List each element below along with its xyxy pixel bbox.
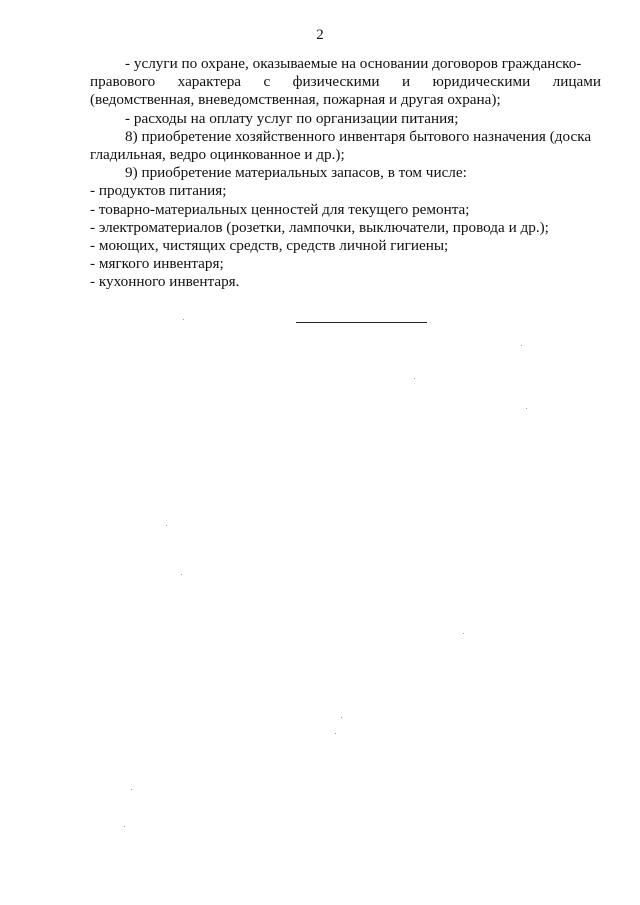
word: юридическими — [432, 73, 531, 91]
word: характера — [177, 73, 242, 91]
scan-speck — [183, 319, 184, 320]
list-item-soft-inventory: - мягкого инвентаря; — [90, 255, 224, 273]
end-rule — [296, 322, 427, 323]
text-line-security-services: - услуги по охране, оказываемые на основании договоров гражданско- — [125, 55, 582, 72]
scan-speck — [526, 408, 527, 409]
text-line-civil-contracts — [90, 73, 601, 91]
word: и — [401, 73, 411, 91]
text-line-item-8: 8) приобретение хозяйственного инвентаря бытового назначения (доска — [125, 127, 592, 145]
text-line-security-types: (ведомственная, вневедомственная, пожарная и другая охрана); — [90, 91, 501, 109]
word: лицами — [552, 73, 601, 91]
list-item-cleaning: - моющих, чистящих средств, средств личной гигиены; — [90, 237, 449, 255]
list-item-electrical: - электроматериалов (розетки, лампочки, выключатели, провода и др.); — [90, 218, 549, 236]
scan-speck — [131, 789, 132, 790]
text-line-item-8-continued: гладильная, ведро оцинкованное и др.); — [90, 146, 345, 164]
word: правового — [90, 73, 156, 91]
scan-speck — [166, 525, 167, 526]
word: физическими — [292, 73, 380, 91]
scan-speck — [181, 574, 182, 575]
scan-speck — [124, 826, 125, 827]
scan-speck — [414, 378, 415, 379]
list-item-food: - продуктов питания; — [90, 182, 227, 200]
text-line-item-9: 9) приобретение материальных запасов, в том числе: — [125, 164, 467, 182]
word: с — [263, 73, 271, 91]
text-line-catering-costs: - расходы на оплату услуг по организации питания; — [125, 109, 459, 127]
scan-speck — [521, 345, 522, 346]
scan-speck — [463, 633, 464, 634]
scan-speck — [341, 717, 342, 718]
page-number: 2 — [316, 27, 324, 43]
document-body — [90, 55, 601, 292]
scan-speck — [335, 733, 336, 734]
list-item-repair-materials: - товарно-материальных ценностей для текущего ремонта; — [90, 200, 470, 218]
list-item-kitchen-inventory: - кухонного инвентаря. — [90, 273, 240, 291]
